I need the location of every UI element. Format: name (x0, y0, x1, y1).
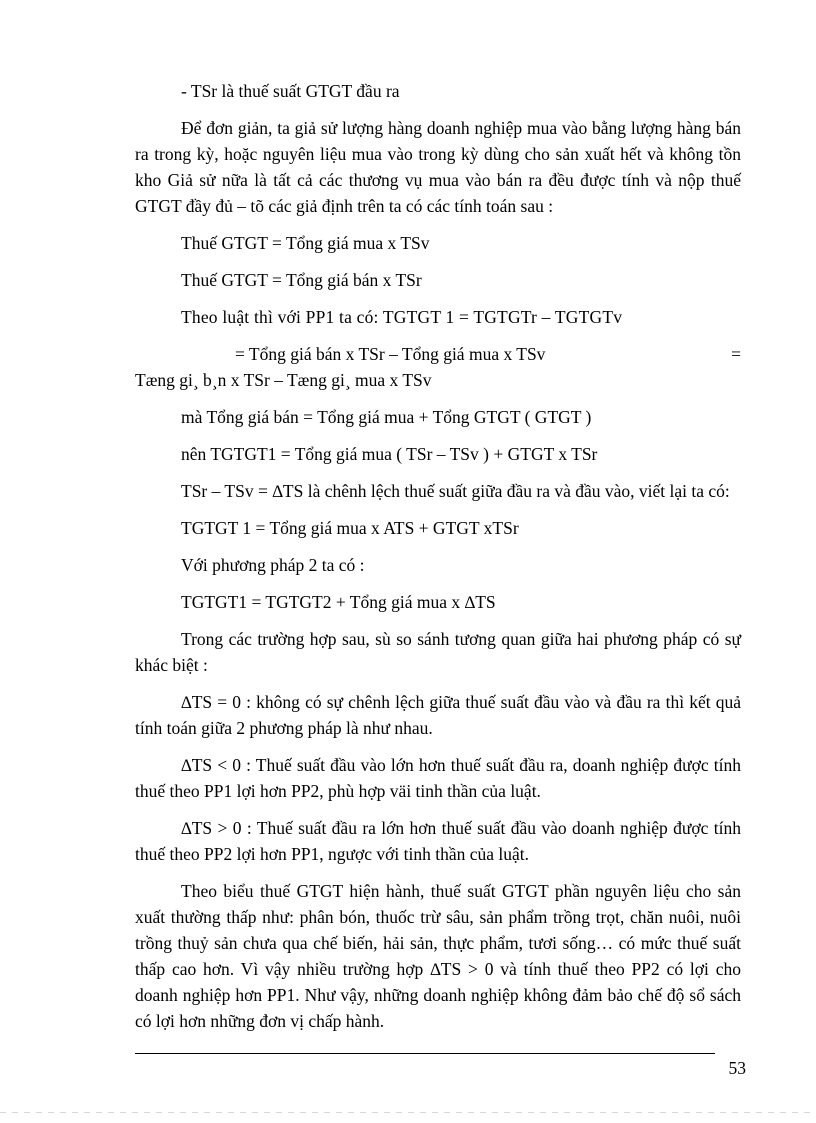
paragraph-case-positive: ∆TS > 0 : Thuế suất đầu ra lớn hơn thuế suất đầu vào doanh nghiệp được tính thuế theo PP2 lợi hơn PP1, ngược với tinh thần của luật. (135, 818, 741, 864)
paragraph-delta-ts-definition: TSr – TSv = ∆TS là chênh lệch thuế suất giữa đầu ra và đầu vào, viết lại ta có: (181, 481, 730, 501)
formula-vat-purchase: Thuế GTGT = Tổng giá mua x TSv (181, 233, 430, 253)
paragraph-case-negative: ∆TS < 0 : Thuế suất đầu vào lớn hơn thuế suất đầu ra, doanh nghiệp được tính thuế theo PP1 lợi hơn PP2, phù hợp väi tinh thần của luật. (135, 755, 741, 801)
formula-pp1-law: Theo luật thì với PP1 ta có: TGTGT 1 = TGTGTr – TGTGTv (181, 307, 623, 327)
footer-divider (135, 1053, 715, 1054)
paragraph-method2-intro: Với phương pháp 2 ta có : (181, 555, 365, 575)
formula-tgtgt1-ats: TGTGT 1 = Tổng giá mua x ATS + GTGT xTSr (181, 518, 519, 538)
formula-tgtgt1: nên TGTGT1 = Tổng giá mua ( TSr – TSv ) + GTGT x TSr (181, 444, 598, 464)
formula-tgtgt1-tgtgt2: TGTGT1 = TGTGT2 + Tổng giá mua x ∆TS (181, 592, 496, 612)
formula-pp1-expanded (135, 341, 741, 367)
formula-vat-sale: Thuế GTGT = Tổng giá bán x TSr (181, 270, 422, 290)
paragraph-conclusion: Theo biểu thuế GTGT hiện hành, thuế suất GTGT phần nguyên liệu cho sản xuất thường thấp như: phân bón, thuốc trừ sâu, sản phẩm trồng trọt, chăn nuôi, nuôi trồng thuỷ sản chưa qua chế biến, hải sản, thực phẩm, tươi sống… có mức thuế suất thấp cao hơn. Vì vậy nhiều trường hợp ∆TS > 0 và tính thuế theo PP2 có lợi cho doanh nghiệp hơn PP1. Như vậy, những doanh nghiệp không đảm bảo chế độ sổ sách có lợi hơn những đơn vị chấp hành. (135, 881, 741, 1031)
formula-pp1-expanded-text: = Tổng giá bán x TSr – Tổng giá mua x TSv (235, 344, 546, 364)
paragraph-comparison-intro: Trong các trường hợp sau, sù so sánh tương quan giữa hai phương pháp có sự khác biệt : (135, 629, 741, 675)
formula-pp1-expanded-tail: = (731, 344, 741, 364)
formula-pp1-expanded-wrap: Tæng gi¸ b¸n x TSr – Tæng gi¸ mua x TSv (135, 370, 432, 390)
paragraph-case-equal: ∆TS = 0 : không có sự chênh lệch giữa thuế suất đầu vào và đầu ra thì kết quả tính toán giữa 2 phương pháp là như nhau. (135, 692, 741, 738)
page-number: 53 (728, 1058, 746, 1078)
paragraph-assumptions: Để đơn giản, ta giả sử lượng hàng doanh nghiệp mua vào bằng lượng hàng bán ra trong kỳ, hoặc nguyên liệu mua vào trong kỳ dùng cho sản xuất hết và không tồn kho Giả sử nữa là tất cả các thương vụ mua vào bán ra đều được tính và nộp thuế GTGT đầy đủ – tõ các giả định trên ta có các tính toán sau : (135, 118, 741, 216)
page-bottom-edge (0, 1112, 816, 1113)
page-body-text (135, 78, 741, 1045)
formula-total-sale-price: mà Tổng giá bán = Tổng giá mua + Tổng GTGT ( GTGT ) (181, 407, 592, 427)
paragraph-tsr-definition: - TSr là thuế suất GTGT đầu ra (181, 81, 400, 101)
